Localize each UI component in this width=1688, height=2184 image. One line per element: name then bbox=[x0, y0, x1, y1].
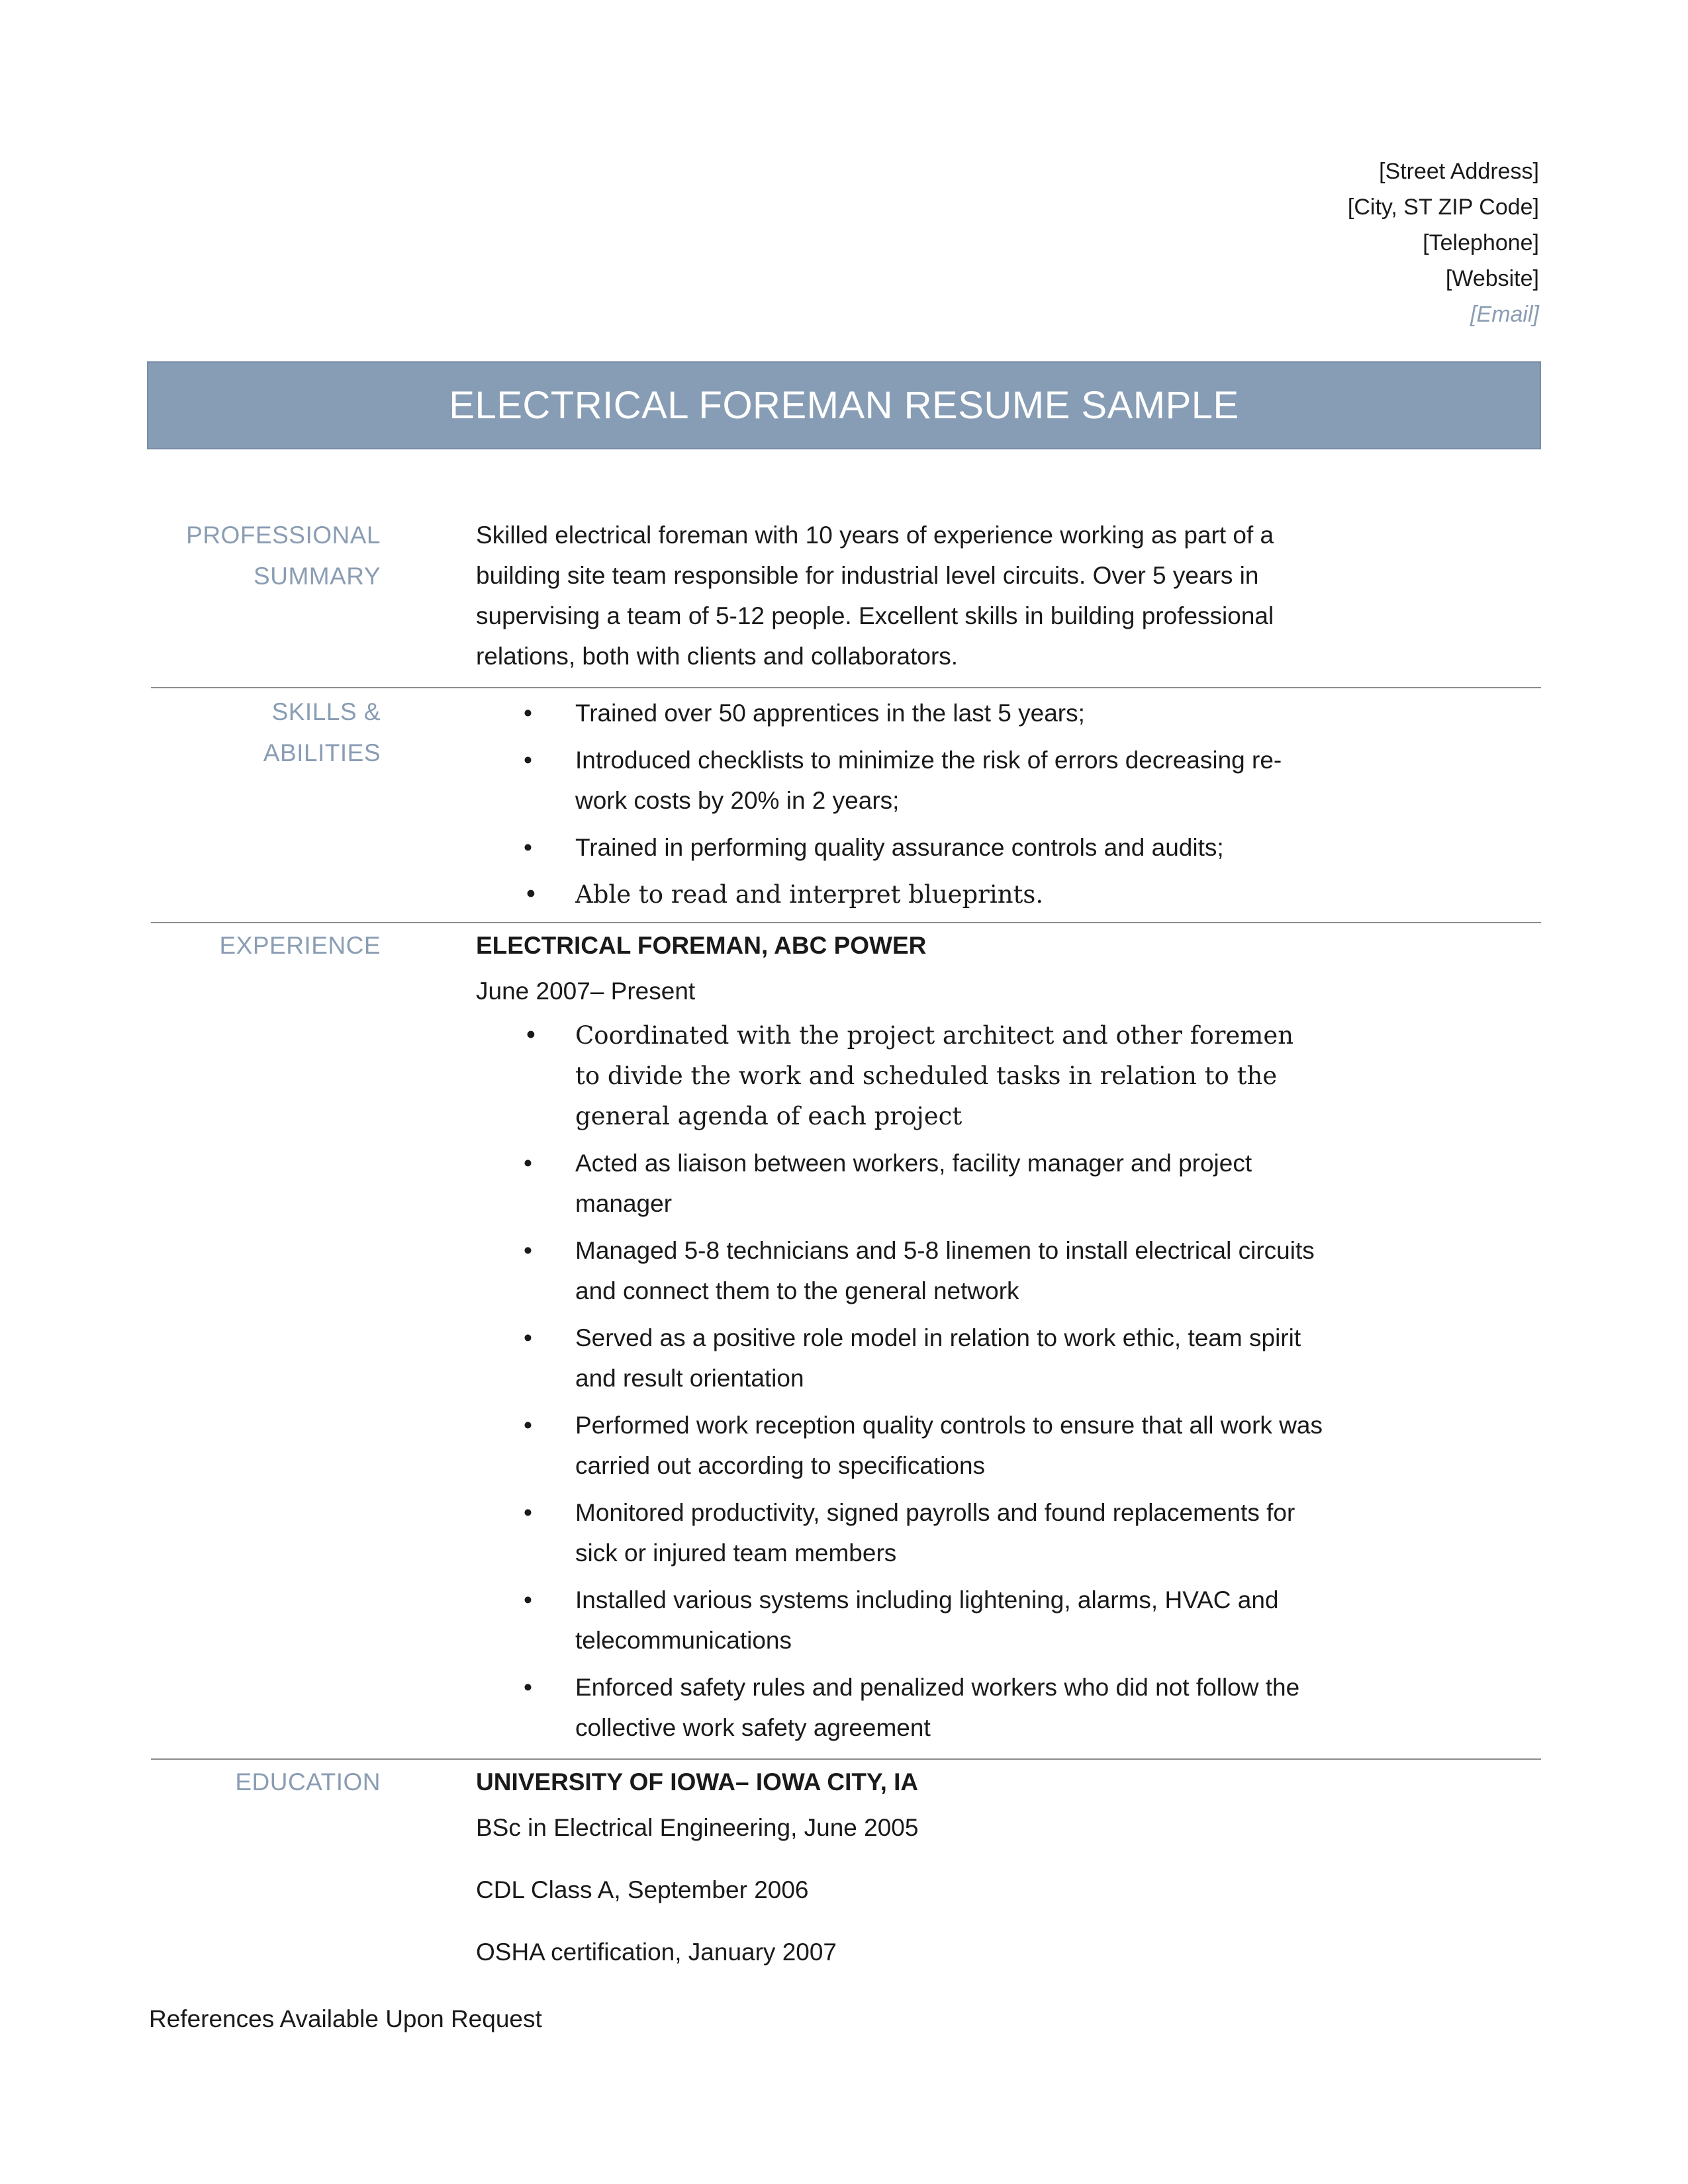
list-item: • Coordinated with the project architect and other foremen to divide the work and scheduled tasks in relation to the general agenda of each project bbox=[476, 1015, 1323, 1136]
list-item: • Installed various systems including lightening, alarms, HVAC and telecommunications bbox=[476, 1580, 1323, 1661]
bullet-icon: • bbox=[524, 700, 532, 727]
list-item: • Able to read and interpret blueprints. bbox=[476, 874, 1323, 915]
education-label: EDUCATION bbox=[235, 1768, 381, 1796]
summary-label bbox=[151, 515, 381, 597]
street-address: [Street Address] bbox=[1379, 159, 1539, 184]
list-item: • Served as a positive role model in relation to work ethic, team spirit and result orientation bbox=[476, 1318, 1323, 1398]
list-item: • Trained over 50 apprentices in the last 5 years; bbox=[476, 693, 1323, 733]
list-item: • Introduced checklists to minimize the risk of errors decreasing re-work costs by 20% in 2 years; bbox=[476, 740, 1323, 821]
section-divider bbox=[151, 1758, 1541, 1760]
summary-label-line2: SUMMARY bbox=[254, 563, 381, 590]
experience-list bbox=[476, 1015, 1482, 1748]
bullet-icon: • bbox=[524, 834, 532, 861]
summary-text: Skilled electrical foreman with 10 years of experience working as part of a building site team responsible for industrial level circuits. Over 5 years in supervising a team of 5-12 people. Excellent skills in building professional relations, both with clients and collaborators. bbox=[476, 522, 1274, 670]
bullet-icon: • bbox=[524, 1586, 532, 1614]
skills-body bbox=[476, 693, 1482, 921]
website: [Website] bbox=[1445, 266, 1539, 291]
school-name: UNIVERSITY OF IOWA– IOWA CITY, IA bbox=[476, 1768, 919, 1796]
list-item: • Performed work reception quality controls to ensure that all work was carried out according to specifications bbox=[476, 1405, 1323, 1486]
bullet-icon: • bbox=[524, 880, 538, 909]
experience-label: EXPERIENCE bbox=[219, 932, 381, 959]
list-item: • Trained in performing quality assurance controls and audits; bbox=[476, 827, 1323, 868]
section-divider bbox=[151, 922, 1541, 923]
city-state-zip: [City, ST ZIP Code] bbox=[1347, 195, 1539, 220]
bullet-icon: • bbox=[524, 1499, 532, 1526]
skills-label: SKILLS & ABILITIES bbox=[263, 698, 381, 766]
contact-block bbox=[1348, 154, 1539, 332]
references-note: References Available Upon Request bbox=[149, 2005, 542, 2032]
list-item: • Managed 5-8 technicians and 5-8 linemen to install electrical circuits and connect them to the general network bbox=[476, 1230, 1323, 1311]
bullet-icon: • bbox=[524, 747, 532, 774]
skills-list bbox=[476, 693, 1482, 915]
section-divider bbox=[151, 687, 1541, 688]
certification-line: OSHA certification, January 2007 bbox=[476, 1938, 837, 1966]
summary-label-line1: PROFESSIONAL bbox=[186, 522, 381, 549]
degree-line: BSc in Electrical Engineering, June 2005 bbox=[476, 1814, 919, 1841]
email: [Email] bbox=[1470, 302, 1539, 327]
title-banner: ELECTRICAL FOREMAN RESUME SAMPLE bbox=[147, 361, 1541, 449]
bullet-icon: • bbox=[524, 1412, 532, 1439]
bullet-icon: • bbox=[524, 1237, 532, 1264]
job-title: ELECTRICAL FOREMAN, ABC POWER bbox=[476, 932, 927, 959]
bullet-icon: • bbox=[524, 1021, 538, 1050]
list-item: • Acted as liaison between workers, facility manager and project manager bbox=[476, 1143, 1323, 1224]
bullet-icon: • bbox=[524, 1674, 532, 1701]
list-item: • Monitored productivity, signed payrolls and found replacements for sick or injured team members bbox=[476, 1492, 1323, 1573]
certification-line: CDL Class A, September 2006 bbox=[476, 1876, 809, 1903]
education-body bbox=[476, 1762, 1482, 1994]
bullet-icon: • bbox=[524, 1150, 532, 1177]
job-dates: June 2007– Present bbox=[476, 978, 696, 1005]
bullet-icon: • bbox=[524, 1324, 532, 1351]
telephone: [Telephone] bbox=[1423, 230, 1539, 255]
experience-body bbox=[476, 925, 1482, 1754]
list-item: • Enforced safety rules and penalized workers who did not follow the collective work safety agreement bbox=[476, 1667, 1323, 1748]
